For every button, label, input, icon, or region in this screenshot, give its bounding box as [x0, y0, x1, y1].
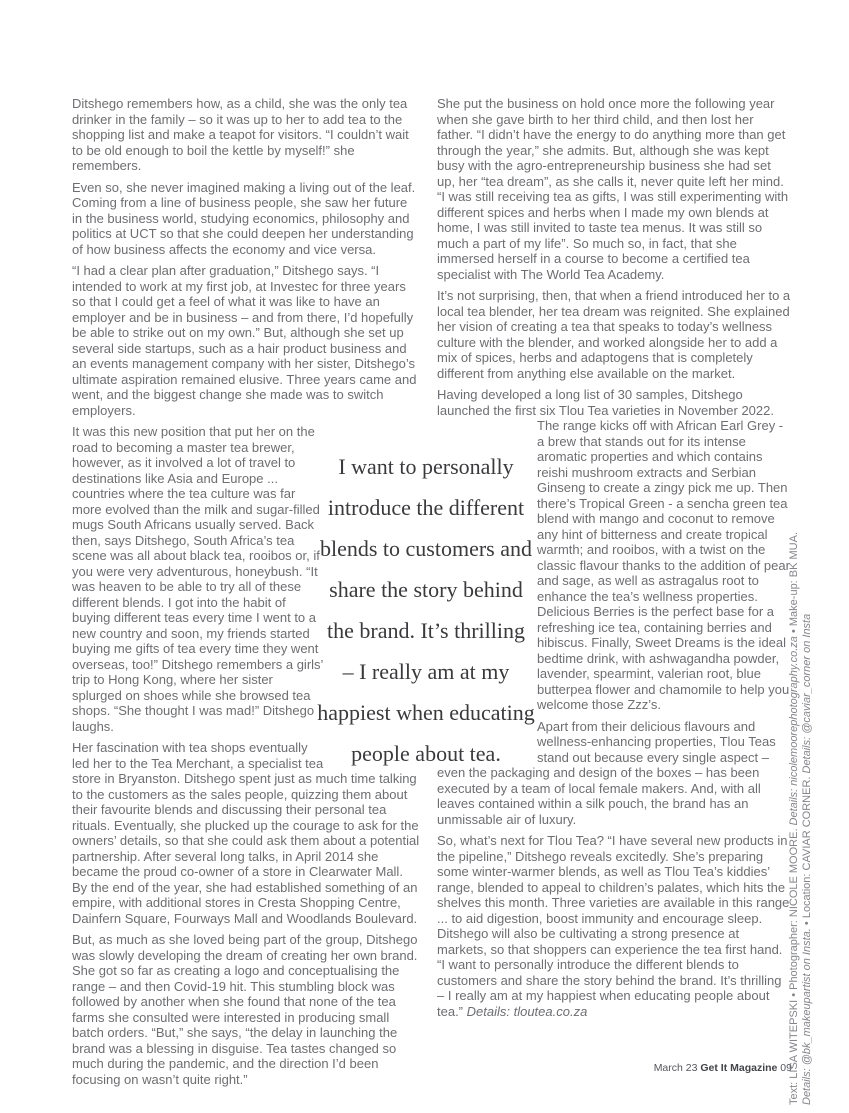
article-paragraph: She put the business on hold once more the following year when she gave birth to her third child, and then lost her father. “I didn’t have the energy to do anything more than get through the year,” she admits. But, although she was kept busy with the agro-entrepreneurship business she had set up, her “tea dream”, as she calls it, never quite left her mind. “I was still receiving tea as gifts, I was still experimenting with different spices and herbs when I made my own blends at home, I was still invited to taste tea menus. It was still so much a part of my life”. So much so, in fact, that she immersed herself in a course to become a certified tea specialist with The World Tea Academy.	[437, 96, 789, 282]
footer-page-info	[654, 1062, 792, 1075]
pull-quote-line: blends to customers and	[319, 536, 533, 561]
article-paragraph: Ditshego remembers how, as a child, she was the only tea drinker in the family – so it was up to her to add tea to the shopping list and make a teapot for visitors. “I couldn’t wait to be old enough to boil the kettle by myself!” she remembers.	[72, 96, 409, 173]
pull-quote-line: share the story behind	[329, 577, 523, 602]
credits-location-details: Details: @caviar_corner on Insta	[801, 613, 813, 774]
credits-makeup: • Make-up: BK MUA.	[788, 531, 800, 637]
credits-line-1	[788, 393, 801, 1105]
details-link-text: Details: tloutea.co.za	[466, 1003, 588, 1019]
pull-quote-line: I want to personally	[338, 454, 514, 479]
article-paragraph: Apart from their delicious flavours and wellness-enhancing properties, Tlou Teas stand out because every single aspect – even the packaging and design of the boxes – has been executed by a team of local female makers. And, with all leaves contained within a silk pouch, the brand has an unmissable air of luxury.	[437, 718, 776, 827]
pull-quote-line: happiest when educating	[317, 700, 535, 725]
credits-photographer-details: Details: nicolemoorephotography.co.za	[788, 636, 800, 826]
credits-text-photographer: Text: LISA WITEPSKI • Photographer: NICOLE MOORE.	[788, 825, 800, 1105]
footer-magazine-title: Get It Magazine	[700, 1062, 778, 1074]
article-paragraph: “I had a clear plan after graduation,” Ditshego says. “I intended to work at my first job, at Investec for three years so that I could get a feel of what it was like to have an employer and be in business – and from there, I’d hopefully be able to strike out on my own.” But, although she set up several side startups, such as a hair product business and an events management company with her sister, Ditshego’s ultimate aspiration remained elusive. Three years came and went, and the biggest change she made was to switch employers.	[72, 263, 417, 418]
article-paragraph: Having developed a long list of 30 samples, Ditshego launched the first six Tlou Tea varieties in November 2022. The range kicks off with African Earl Grey - a brew that stands out for its intense aromatic properties and which contains reishi mushroom extracts and Serbian Ginseng to create a zingy pick me up. Then there’s Tropical Green - a sencha green tea blend with mango and coconut to remove any hint of bitterness and create tropical warmth; and rooibos, with a twist on the classic flavour thanks to the addition of pear and sage, as well as astragalus root to enhance the tea’s wellness properties. Delicious Berries is the perfect base for a refreshing ice tea, containing berries and hibiscus. Finally, Sweet Dreams is the ideal bedtime drink, with ashwagandha powder, lavender, spearmint, valerian root, blue butterpea flower and chamomile to help you welcome those Zzz’s.	[437, 387, 790, 712]
pull-quote-line: people about tea.	[351, 741, 501, 766]
article-paragraph: It’s not surprising, then, that when a friend introduced her to a local tea blender, her tea dream was reignited. She explained her vision of creating a tea that speaks to today’s wellness culture with the blender, and worked alongside her to add a mix of spices, herbs and adaptogens that is completely different from anything else available on the market.	[437, 288, 791, 381]
article-paragraph: It was this new position that put her on the road to becoming a master tea brewer, however, as it involved a lot of travel to destinations like Asia and Europe ... countries where the tea culture was far more evolved than the milk and sugar-filled mugs South Africans usually served. Back then, says Ditshego, South Africa’s tea scene was all about black tea, rooibos or, if you were very adventurous, honeybush. “It was heaven to be able to try all of these different blends. I got into the habit of buying different teas every time I went to a new country and soon, my friends started buying me gifts of tea every time they went overseas, too!” Ditshego remembers a girls’ trip to Hong Kong, where her sister splurged on shoes while she browsed tea shops. “She thought I was mad!” Ditshego laughs.	[72, 424, 323, 734]
closing-paragraph-text: So, what’s next for Tlou Tea? “I have several new products in the pipeline,” Ditshego reveals excitedly. She’s preparing some winter-warmer blends, as well as Tlou Tea’s kiddies’ range, blended to appeal to children’s palates, which hits the shelves this month. Three varieties are available in this range ... to aid digestion, boost immunity and encourage sleep. Ditshego will also be cultivating a strong presence at markets, so that shoppers can experience the tea first hand. “I want to personally introduce the different blends to customers and share the story behind the brand. It’s thrilling – I really am at my happiest when educating people about tea.”	[437, 833, 790, 1019]
footer-page-number: 09	[777, 1062, 792, 1074]
footer-date: March 23	[653, 1062, 701, 1074]
credits-sidebar	[788, 393, 814, 1105]
credits-line-2	[801, 393, 814, 1105]
article-paragraph-closing	[437, 833, 792, 1019]
article-paragraph: But, as much as she loved being part of the group, Ditshego was slowly developing the dream of creating her own brand. She got so far as creating a logo and conceptualising the range – and then Covid-19 hit. This stumbling block was followed by another when she found that none of the tea farms she consulted were interested in producing small batch orders. “But,” she says, “the delay in launching the brand was a blessing in disguise. Tea tastes changed so much during the pandemic, and the direction I’d been focusing on wasn’t quite right.”	[72, 932, 418, 1087]
credits-rotated-block	[788, 393, 814, 1105]
pull-quote-line: – I really am at my	[342, 659, 510, 684]
pull-quote	[314, 446, 538, 774]
pull-quote-line: introduce the different	[327, 495, 525, 520]
credits-location: • Location: CAVIAR CORNER.	[801, 773, 813, 929]
credits-makeup-details: Details: @bk_makeupartist on Insta.	[801, 928, 813, 1105]
article-paragraph: Her fascination with tea shops eventually led her to the Tea Merchant, a specialist tea store in Bryanston. Ditshego spent just as much time talking to the customers as the sales people, quizzing them about their favourite blends and discussing their personal tea rituals. Eventually, she plucked up the courage to ask for the owners’ details, so that she could ask them about a potential partnership. After several long talks, in April 2014 she became the proud co-owner of a store in Clearwater Mall. By the end of the year, she had established something of an empire, with additional stores in Cresta Shopping Centre, Dainfern Square, Fourways Mall and Woodlands Boulevard.	[72, 740, 420, 926]
article-paragraph: Even so, she never imagined making a living out of the leaf. Coming from a line of business people, she saw her future in the business world, studying economics, philosophy and politics at UCT so that she could deepen her understanding of how business affects the economy and vice versa.	[72, 179, 416, 257]
pull-quote-line: the brand. It’s thrilling	[327, 618, 525, 643]
